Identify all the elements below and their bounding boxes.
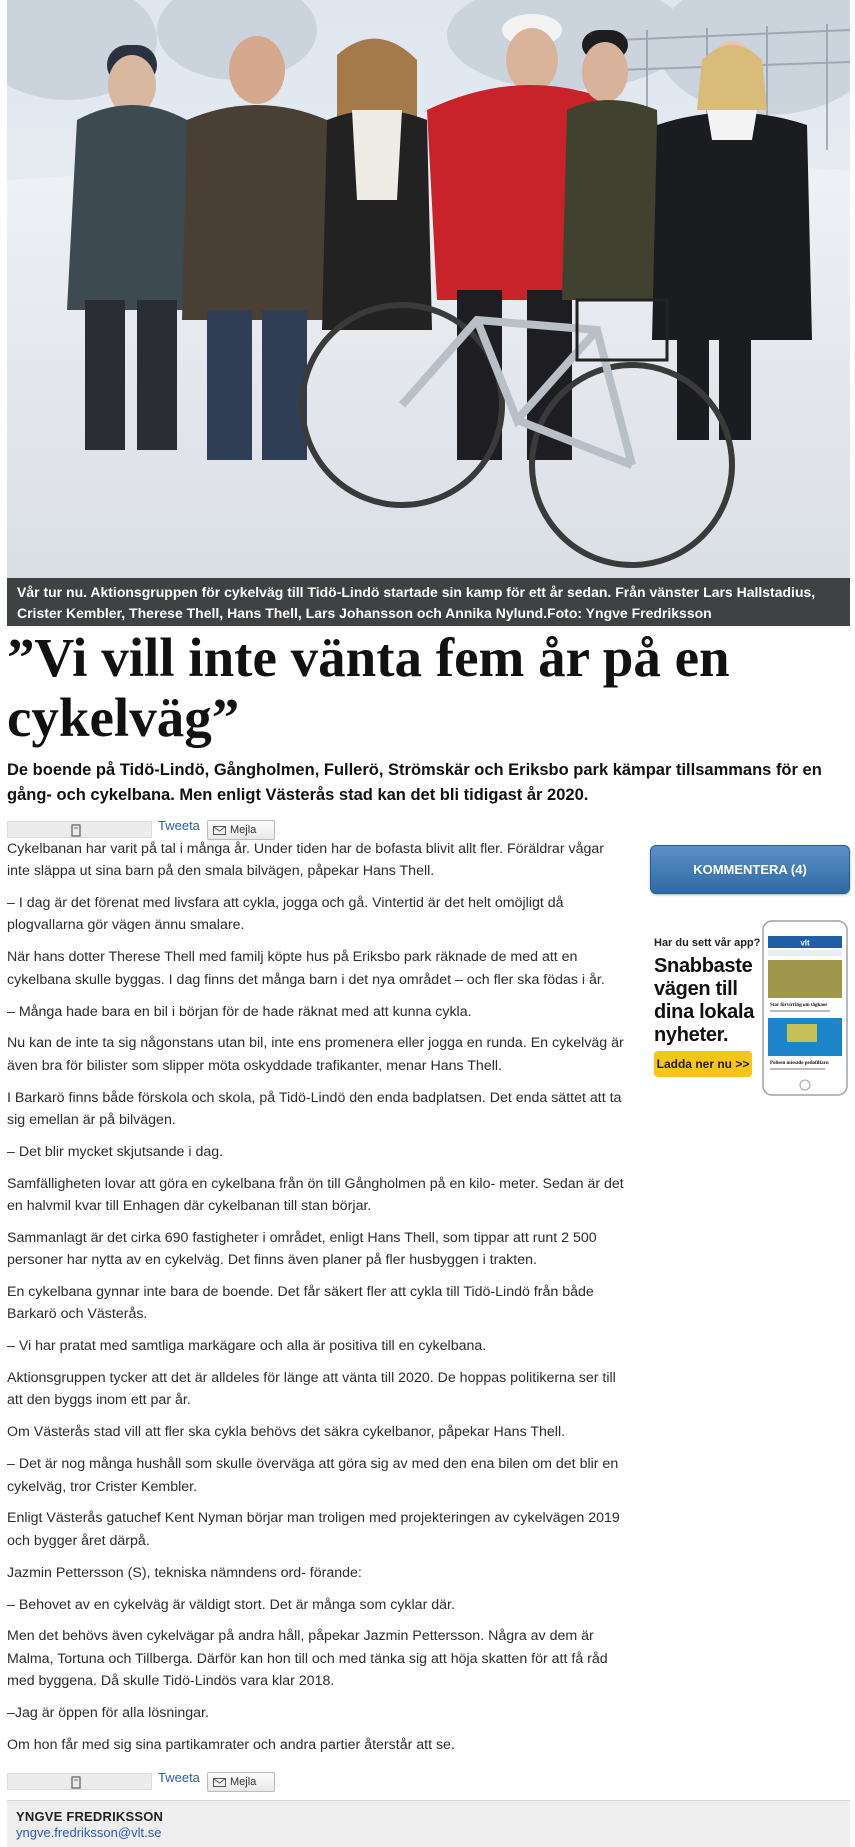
paragraph: – I dag är det förenat med livsfara att cykla, jogga och gå. Vintertid är det helt omöjligt då plogvallarna gör vägen ännu smalare.: [7, 895, 564, 934]
facebook-like-button[interactable]: [7, 1773, 152, 1790]
mail-label: Mejla: [230, 1776, 257, 1788]
paragraph: – Många hade bara en bil i början för de hade räknat med att kunna cykla.: [7, 1003, 472, 1020]
author-email-link[interactable]: yngve.fredriksson@vlt.se: [16, 1825, 162, 1840]
like-icon: [69, 1775, 83, 1789]
phone-mockup: [762, 920, 848, 1096]
hero-illustration: [7, 0, 850, 626]
mail-icon: [213, 826, 226, 835]
paragraph: –Jag är öppen för alla lösningar.: [7, 1704, 209, 1721]
paragraph: Jazmin Pettersson (S), tekniska nämndens ord- förande:: [7, 1564, 362, 1581]
mail-label: Mejla: [230, 824, 257, 836]
article-ingress: De boende på Tidö-Lindö, Gångholmen, Fullerö, Strömskär och Eriksbo park kämpar tillsammans för en gång- och cykelbana. Men enligt Västerås stad kan det bli tidigast år 2020.: [7, 761, 822, 804]
mail-button[interactable]: [207, 820, 275, 840]
ad-small-text: Har du sett vår app?: [654, 937, 761, 949]
phone-headline-2: Polisen missade pedofilfarn: [770, 1061, 829, 1066]
photo-caption: Vår tur nu. Aktionsgruppen för cykelväg till Tidö-Lindö startade sin kamp för ett år sedan. Från vänster Lars Hallstadius, Crister Kembler, Therese Thell, Hans Thell, Lars Johansson och Annika Nylund.Foto: Yngve Fredriksson: [7, 578, 850, 626]
paragraph: – Det blir mycket skjutsande i dag.: [7, 1143, 224, 1160]
share-bar-bottom: [7, 1770, 297, 1792]
phone-headline-1: Stor förvirring om tågkaos: [770, 1003, 828, 1008]
author-name: YNGVE FREDRIKSSON: [16, 1809, 164, 1824]
paragraph: Sammanlagt är det cirka 690 fastigheter i området, enligt Hans Thell, som tippar att runt 2 500 personer har nytta av en cykelväg. Det finns även planer på fler husbyggen i trakten.: [7, 1229, 597, 1269]
phone-logo: vlt: [800, 938, 810, 948]
paragraph: När hans dotter Therese Thell med familj köpte hus på Eriksbo park räknade de med att en cykelbana skulle byggas. I dag finns det många barn i det nya området – och fler ska födas i år.: [7, 949, 605, 988]
paragraph: Om Västerås stad vill att fler ska cykla behövs det säkra cykelbanor, påpekar Hans Thell.: [7, 1424, 566, 1441]
ad-headline: Snabbaste vägen till dina lokala nyheter.: [654, 955, 755, 1046]
mail-icon: [213, 1778, 226, 1787]
comment-button[interactable]: KOMMENTERA (4): [650, 845, 850, 894]
paragraph: Enligt Västerås gatuchef Kent Nyman börjar man troligen med projekteringen av cykelvägen 2019 och bygger året därpå.: [7, 1510, 620, 1549]
paragraph: Aktionsgruppen tycker att det är alldeles för länge att vänta till 2020. De hoppas politikerna ser till att den byggs inom ett par år.: [7, 1370, 616, 1409]
hero-photo: [7, 0, 850, 626]
paragraph: – Vi har pratat med samtliga markägare och alla är positiva till en cykelbana.: [7, 1338, 487, 1355]
paragraph: En cykelbana gynnar inte bara de boende. Det får säkert fler att cykla till Tidö-Lindö från både Barkarö och Västerås.: [7, 1284, 594, 1323]
ad-download-button[interactable]: Ladda ner nu >>: [654, 1051, 752, 1077]
paragraph: – Det är nog många hushåll som skulle överväga att göra sig av med den ena bilen om det blir en cykelväg, tror Crister Kembler.: [7, 1456, 619, 1495]
paragraph: Men det behövs även cykelvägar på andra håll, påpekar Jazmin Pettersson. Några av dem är Malma, Tortuna och Tillberga. Därför kan hon till och med tänka sig att höja skatten för att få råd med byggena. Då skulle Tidö-Lindös vara klar 2018.: [7, 1628, 608, 1689]
article-headline: ”Vi vill inte vänta fem år på en cykelväg”: [7, 627, 730, 748]
app-ad[interactable]: [650, 920, 850, 1098]
paragraph: Nu kan de inte ta sig någonstans utan bil, inte ens promenera eller jogga en runda. En cykelväg är även bra för bilister som slipper möta oskyddade trafikanter, menar Hans Thell.: [7, 1035, 624, 1074]
facebook-like-button[interactable]: [7, 821, 152, 838]
paragraph: I Barkarö finns både förskola och skola, på Tidö-Lindö den enda badplatsen. Det enda sättet att ta sig emellan är på bilvägen.: [7, 1089, 622, 1128]
tweet-link[interactable]: Tweeta: [158, 1770, 200, 1785]
paragraph: – Behovet av en cykelväg är väldigt stort. Det är många som cyklar där.: [7, 1596, 455, 1613]
tweet-link[interactable]: Tweeta: [158, 818, 200, 833]
paragraph: Cykelbanan har varit på tal i många år. Under tiden har de bofasta blivit allt fler. Föräldrar vågar inte släppa ut sina barn på den smala bilvägen, påpekar Hans Thell.: [7, 841, 604, 880]
paragraph: Om hon får med sig sina partikamrater och andra partier återstår att se.: [7, 1736, 455, 1753]
paragraph: Samfälligheten lovar att göra en cykelbana från ön till Gångholmen på en kilo- meter. Sedan är det en halvmil kvar till Enhagen där cykelbanan till stan börjar.: [7, 1175, 624, 1215]
share-bar-top: [7, 818, 297, 840]
like-icon: [69, 823, 83, 837]
mail-button[interactable]: [207, 1772, 275, 1792]
article-body: [7, 838, 627, 1766]
byline: [7, 1800, 850, 1847]
